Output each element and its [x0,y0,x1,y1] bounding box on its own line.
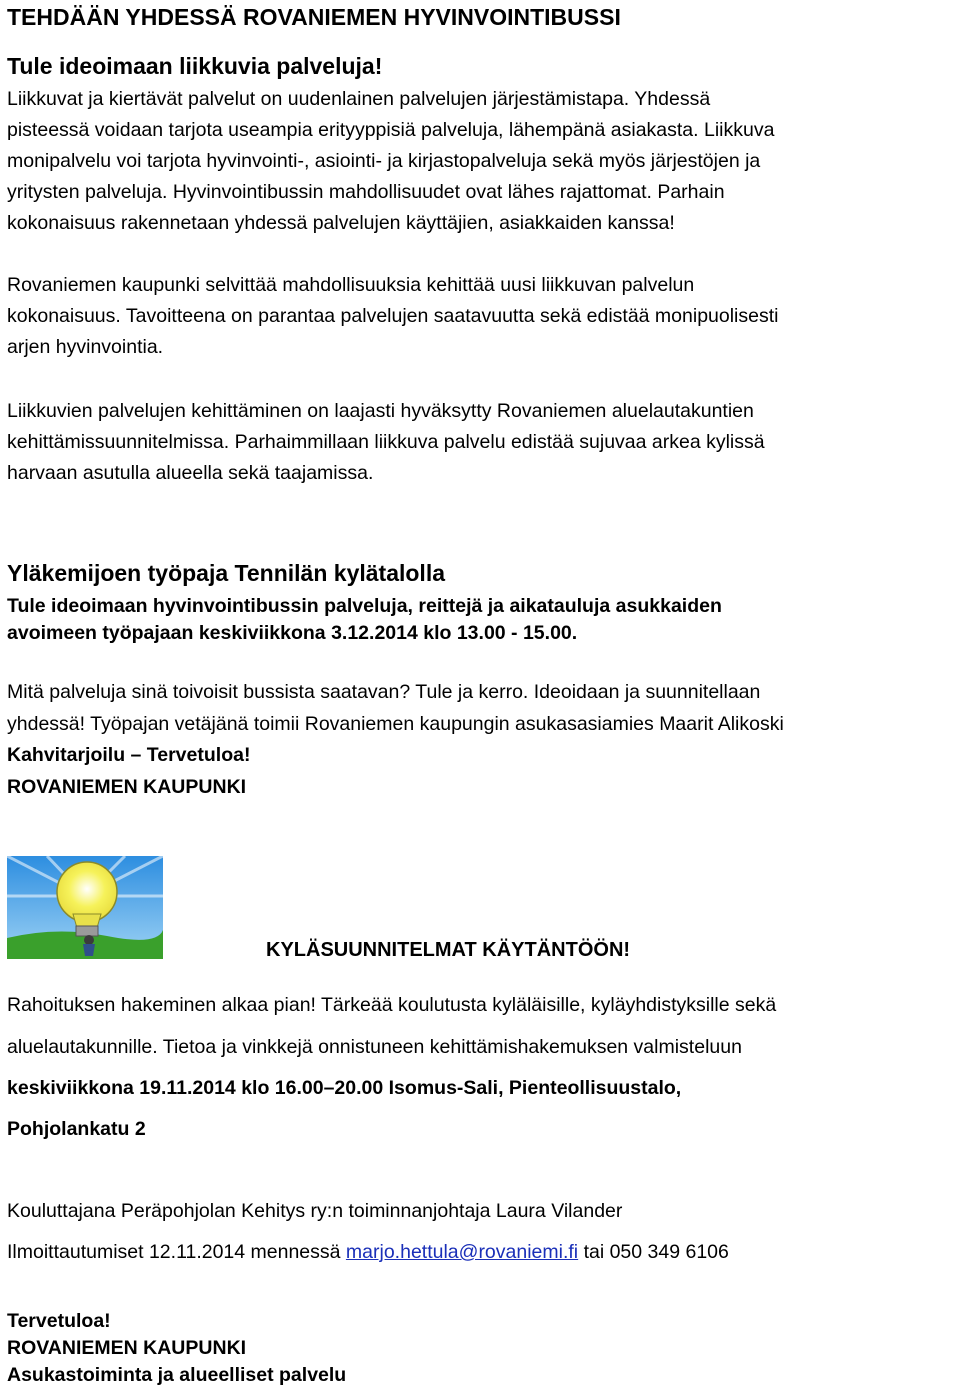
text-line: yritysten palveluja. Hyvinvointibussin mahdollisuudet ovat lähes rajattomat. Parhain [7,181,725,203]
lightbulb-icon [7,856,163,959]
text-line: harvaan asutulla alueella sekä taajamissa. [7,462,374,484]
village-heading: KYLÄSUUNNITELMAT KÄYTÄNTÖÖN! [266,939,631,961]
text-line: pisteessä voidaan tarjota useampia erityyppisiä palveluja, lähempänä asiakasta. Liikkuva [7,119,775,141]
text-line: Rovaniemen kaupunki selvittää mahdollisuuksia kehittää uusi liikkuvan palvelun [7,274,695,296]
workshop-bold-line: avoimeen työpajaan keskiviikkona 3.12.2014 klo 13.00 - 15.00. [7,622,578,644]
village-address: Pohjolankatu 2 [7,1118,146,1140]
text-line: kehittämissuunnitelmissa. Parhaimmillaan liikkuva palvelu edistää sujuvaa arkea kylissä [7,431,765,453]
footer-dept: Asukastoiminta ja alueelliset palvelu [7,1364,347,1386]
page-title: TEHDÄÄN YHDESSÄ ROVANIEMEN HYVINVOINTIBUSSI [7,4,621,30]
workshop-org: ROVANIEMEN KAUPUNKI [7,776,247,798]
workshop-bold-line: Tule ideoimaan hyvinvointibussin palveluja, reittejä ja aikatauluja asukkaiden [7,595,722,617]
workshop-line: yhdessä! Työpajan vetäjänä toimii Rovaniemen kaupungin asukasasiamies Maarit Alikoski [7,713,784,735]
footer-org: ROVANIEMEN KAUPUNKI [7,1337,247,1359]
signup-suffix: tai 050 349 6106 [578,1241,729,1263]
text-line: arjen hyvinvointia. [7,336,164,358]
text-line: Liikkuvat ja kiertävät palvelut on uudenlainen palvelujen järjestämistapa. Yhdessä [7,88,711,110]
text-line: monipalvelu voi tarjota hyvinvointi-, asiointi- ja kirjastopalveluja sekä myös järjestöjen ja [7,150,761,172]
workshop-heading: Yläkemijoen työpaja Tennilän kylätalolla [7,560,445,586]
signup-line [7,1237,960,1268]
trainer-line: Kouluttajana Peräpohjolan Kehitys ry:n toiminnanjohtaja Laura Vilander [7,1200,623,1222]
coffee-line: Kahvitarjoilu – Tervetuloa! [7,744,251,766]
text-line: Liikkuvien palvelujen kehittäminen on laajasti hyväksytty Rovaniemen aluelautakuntien [7,400,754,422]
signup-prefix: Ilmoittautumiset 12.11.2014 mennessä [7,1241,346,1263]
village-line: Rahoituksen hakeminen alkaa pian! Tärkeää koulutusta kyläläisille, kyläyhdistyksille sekä [7,994,777,1016]
page-subtitle: Tule ideoimaan liikkuvia palveluja! [7,53,383,79]
email-link[interactable]: marjo.hettula@rovaniemi.fi [345,1241,579,1263]
lightbulb-illustration [7,856,163,959]
workshop-line: Mitä palveluja sinä toivoisit bussista saatavan? Tule ja kerro. Ideoidaan ja suunnitellaan [7,681,761,703]
text-line: kokonaisuus rakennetaan yhdessä palvelujen käyttäjien, asiakkaiden kanssa! [7,212,675,234]
village-event-line: keskiviikkona 19.11.2014 klo 16.00–20.00 Isomus-Sali, Pienteollisuustalo, [7,1077,682,1099]
village-line: aluelautakunnille. Tietoa ja vinkkejä onnistuneen kehittämishakemuksen valmisteluun [7,1036,742,1058]
footer-welcome: Tervetuloa! [7,1310,111,1332]
text-line: kokonaisuus. Tavoitteena on parantaa palvelujen saatavuutta sekä edistää monipuolisesti [7,305,779,327]
